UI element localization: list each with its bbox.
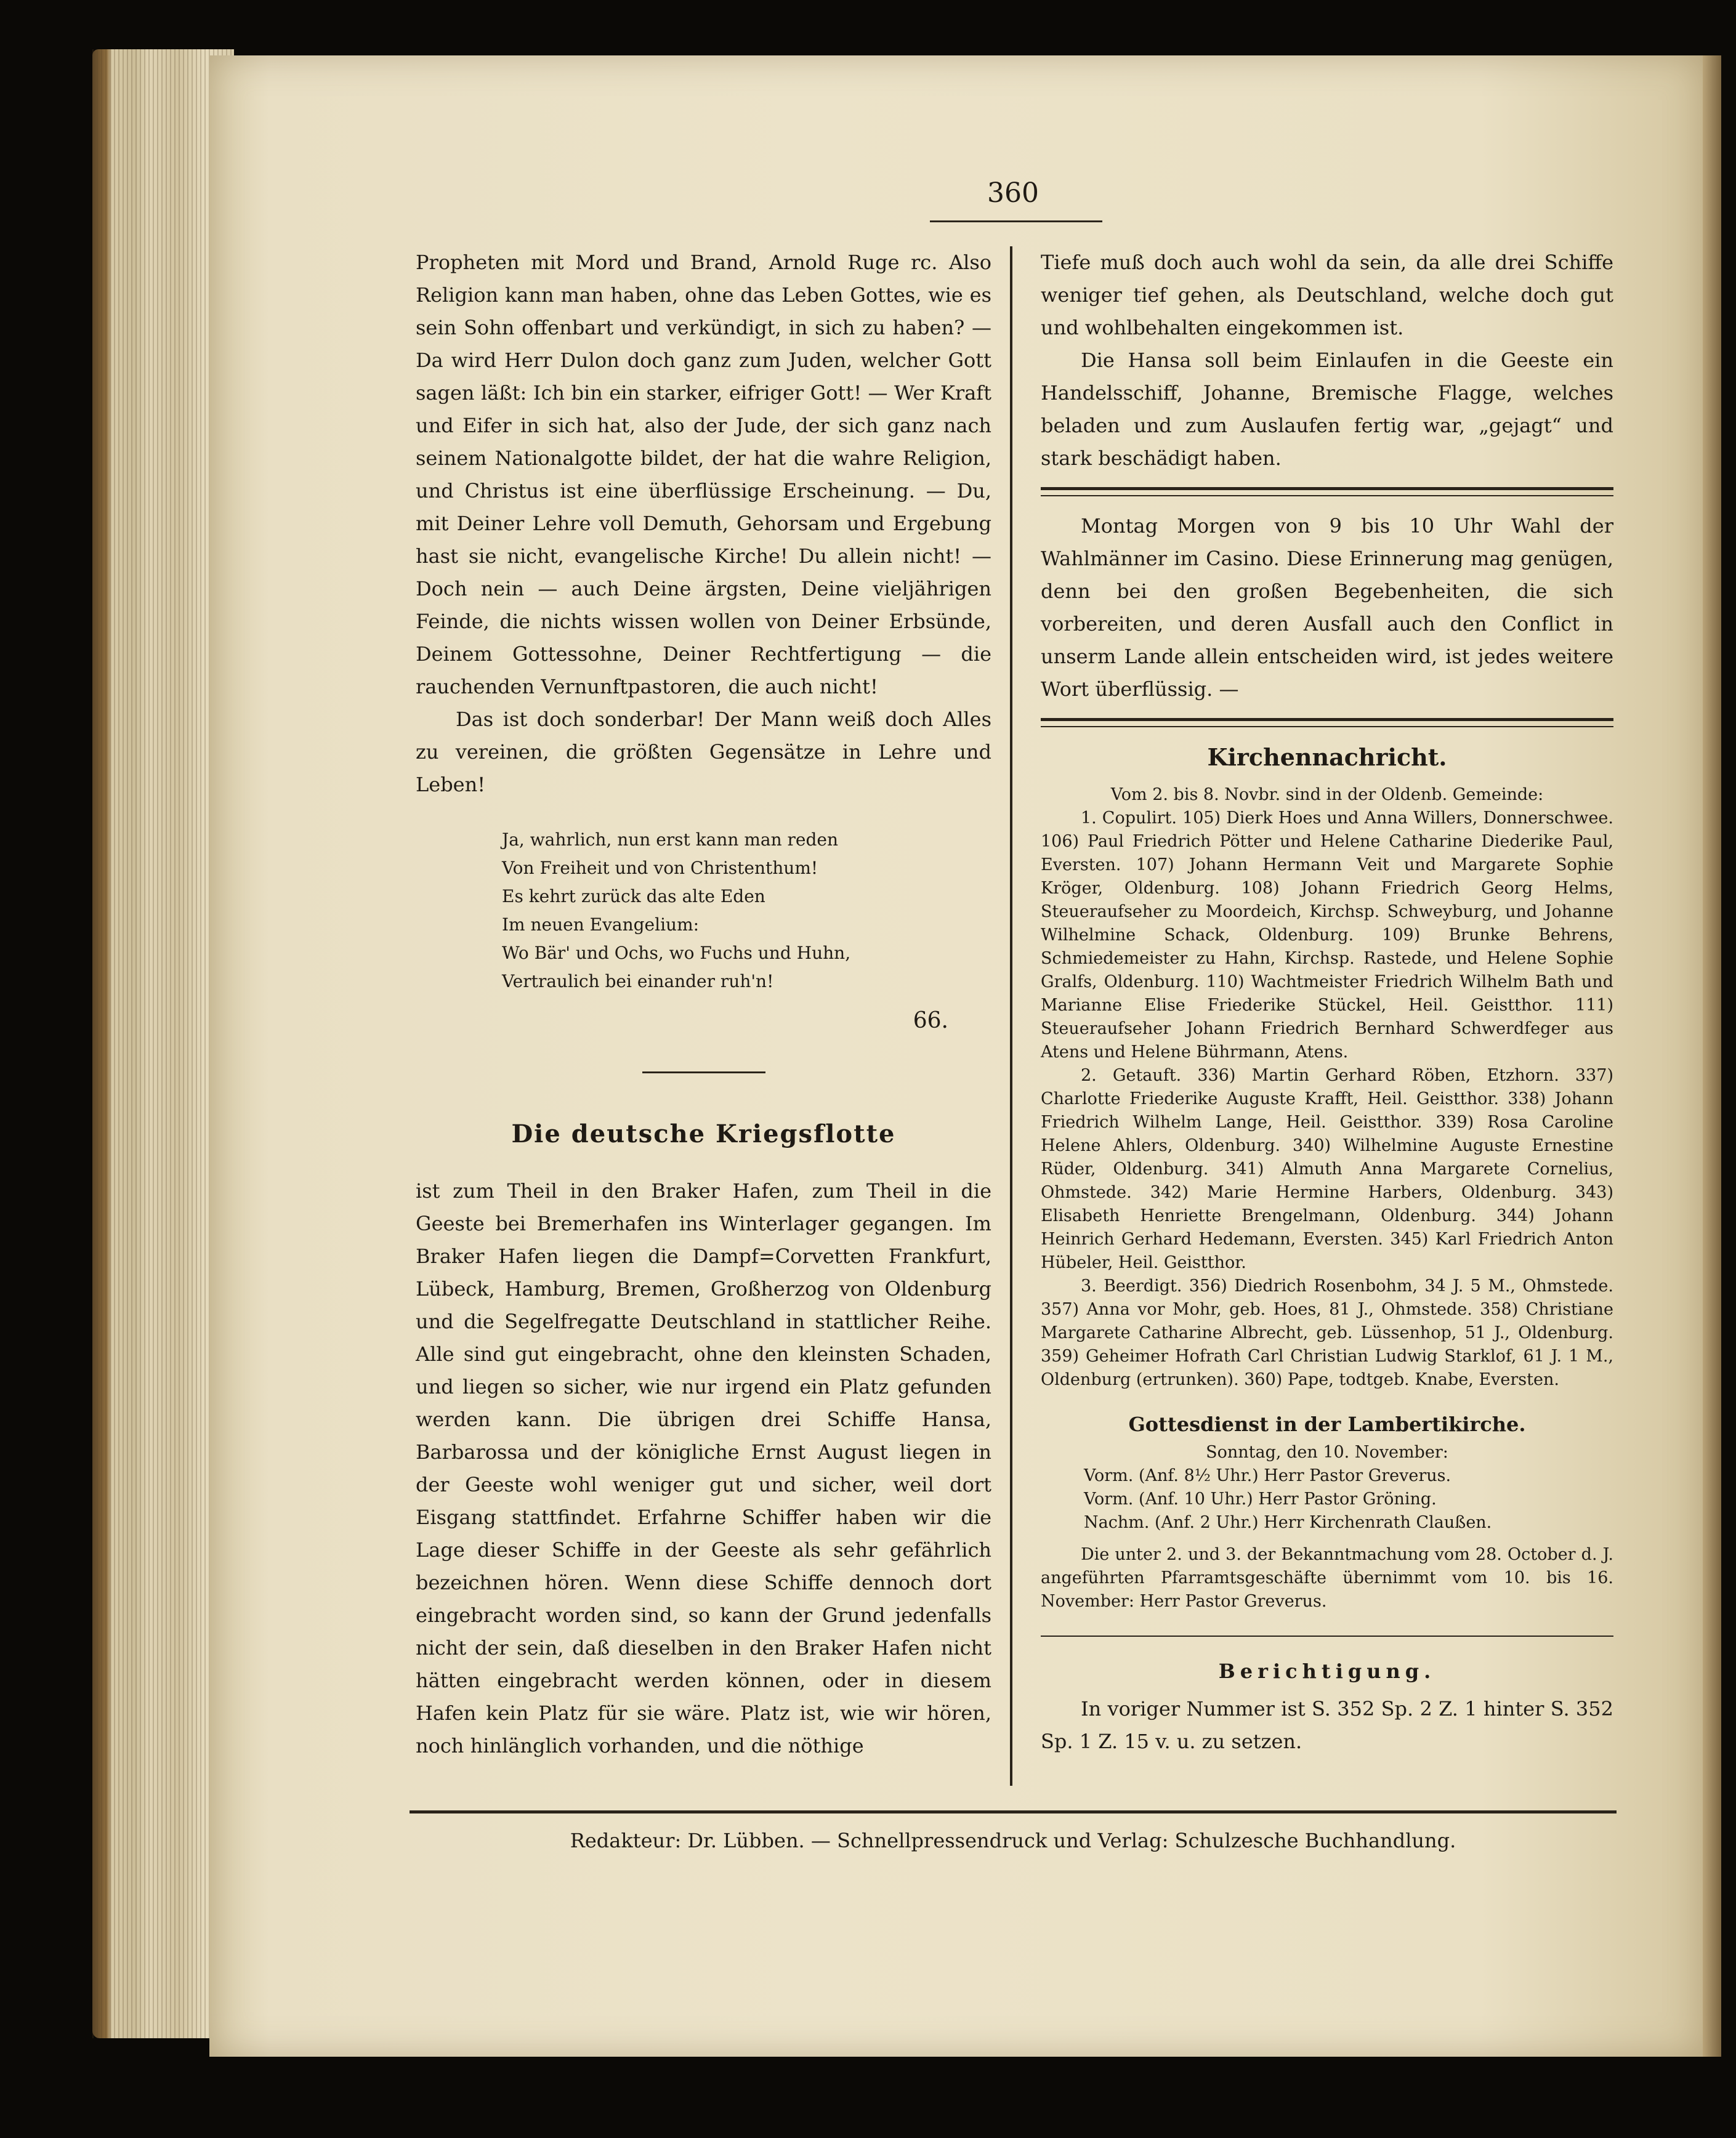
footer-rule bbox=[410, 1810, 1617, 1813]
marriages-list: 1. Copulirt. 105) Dierk Hoes und Anna Willers, Donnerschwee. 106) Paul Friedrich Pötter und Helene Catharine Diederike Paul, Eversten. 107) Johann Hermann Veit und Margarete Sophie Kröger, Oldenburg. 108) Johann Friedrich Georg Helms, Steueraufseher zu Moordeich, Kirchsp. Schweyburg, und Johanne Wilhelmine Schack, Oldenburg. 109) Brunke Behrens, Schmiedemeister zu Hahn, Kirchsp. Rastede, und Helene Sophie Gralfs, Oldenburg. 110) Wachtmeister Friedrich Wilhelm Bath und Marianne Elise Friederike Stückel, Heil. Geistthor. 111) Steueraufseher Johann Friedrich Bernhard Schwerdfeger aus Atens und Helene Bührmann, Atens. bbox=[1041, 809, 1613, 1062]
service-title: Gottesdienst in der Lambertikirche. bbox=[1128, 1413, 1526, 1436]
correction-title: Berichtigung. bbox=[1218, 1660, 1436, 1683]
imprint-footer: Redakteur: Dr. Lübben. — Schnellpressendruck und Verlag: Schulzesche Buchhandlung. bbox=[570, 1829, 1456, 1852]
service-note: Die unter 2. und 3. der Bekanntmachung vom 28. October d. J. angeführten Pfarramtsgeschäfte übernimmt vom 10. bis 16. November: Herr Pastor Greverus. bbox=[1041, 1545, 1613, 1611]
service-line: Nachm. (Anf. 2 Uhr.) Herr Kirchenrath Claußen. bbox=[1084, 1513, 1492, 1532]
poem-line: Ja, wahrlich, nun erst kann man reden bbox=[502, 829, 838, 850]
left-paragraph-1: Propheten mit Mord und Brand, Arnold Ruge rc. Also Religion kann man haben, ohne das Leben Gottes, wie es sein Sohn offenbart und verkündigt, in sich zu haben? — Da wird Herr Dulon doch ganz zum Juden, welcher Gott sagen läßt: Ich bin ein starker, eifriger Gott! — Wer Kraft und Eifer in sich hat, also der Jude, der sich ganz nach seinem Nationalgotte bildet, der hat die wahre Religion, und Christus ist eine überflüssige Erscheinung. — Du, mit Deiner Lehre voll Demuth, Gehorsam und Ergebung hast sie nicht, evangelische Kirche! Du allein nicht! — Doch nein — auch Deine ärgsten, Deine vieljährigen Feinde, die nichts wissen wollen von Deiner Erbsünde, Deinem Gottessohne, Deiner Rechtfertigung — die rauchenden Vernunftpastoren, die auch nicht! bbox=[416, 251, 991, 698]
church-news-title: Kirchennachricht. bbox=[1207, 743, 1447, 771]
article-title: Die deutsche Kriegsflotte bbox=[511, 1119, 896, 1148]
election-note: Montag Morgen von 9 bis 10 Uhr Wahl der Wahlmänner im Casino. Diese Erinnerung mag genügen, denn bei den großen Begebenheiten, die sich vorbereiten, und deren Ausfall auch den Conflict in unserm Lande allein entscheiden wird, ist jedes weitere Wort überflüssig. — bbox=[1041, 514, 1613, 701]
poem-line: Wo Bär' und Ochs, wo Fuchs und Huhn, bbox=[502, 943, 851, 963]
book-right-edge bbox=[1703, 55, 1721, 2057]
correction-text: In voriger Nummer ist S. 352 Sp. 2 Z. 1 hinter S. 352 Sp. 1 Z. 15 v. u. zu setzen. bbox=[1041, 1697, 1613, 1753]
section-divider bbox=[1041, 1636, 1613, 1637]
baptisms-list: 2. Getauft. 336) Martin Gerhard Röben, Etzhorn. 337) Charlotte Friederike Auguste Krafft, Heil. Geistthor. 338) Johann Friedrich Wilhelm Lange, Heil. Geistthor. 339) Rosa Caroline Helene Ahlers, Oldenburg. 340) Wilhelmine Auguste Ernestine Rüder, Oldenburg. 341) Almuth Anna Margarete Cornelius, Ohmstede. 342) Marie Hermine Harbers, Oldenburg. 343) Elisabeth Henriette Brengelmann, Oldenburg. 344) Johann Heinrich Gerhard Hedemann, Eversten. 345) Karl Friedrich Anton Hübeler, Heil. Geistthor. bbox=[1041, 1066, 1613, 1272]
section-divider bbox=[1041, 487, 1613, 496]
poem bbox=[502, 826, 991, 996]
left-column bbox=[416, 246, 991, 1762]
poem-line: Vertraulich bei einander ruh'n! bbox=[502, 971, 774, 991]
article-body: ist zum Theil in den Braker Hafen, zum Theil in die Geeste bei Bremerhafen ins Winterlager gegangen. Im Braker Hafen liegen die Dampf=Corvetten Frankfurt, Lübeck, Hamburg, Bremen, Großherzog von Oldenburg und die Segelfregatte Deutschland in stattlicher Reihe. Alle sind gut eingebracht, ohne den kleinsten Schaden, und liegen so sicher, wie nur irgend ein Platz gefunden werden kann. Die übrigen drei Schiffe Hansa, Barbarossa und der königliche Ernst August liegen in der Geeste wohl weniger gut und sicher, weil dort Eisgang stattfindet. Erfahrne Schiffer haben wir die Lage dieser Schiffe in der Geeste als sehr gefährlich bezeichnen hören. Wenn diese Schiffe dennoch dort eingebracht worden sind, so kann der Grund jedenfalls nicht der sein, daß dieselben in den Braker Hafen nicht hätten eingebracht werden können, oder in diesem Hafen kein Platz für sie wäre. Platz ist, wie wir hören, noch hinlänglich vorhanden, und die nöthige bbox=[416, 1179, 991, 1757]
poem-line: Es kehrt zurück das alte Eden bbox=[502, 886, 765, 906]
section-divider bbox=[642, 1071, 765, 1073]
column-divider bbox=[1010, 246, 1012, 1786]
church-news-intro: Vom 2. bis 8. Novbr. sind in der Oldenb. Gemeinde: bbox=[1110, 785, 1544, 804]
page-number: 360 bbox=[987, 177, 1039, 209]
right-column bbox=[1041, 246, 1613, 1758]
author-signature: 66. bbox=[913, 1008, 948, 1033]
article-continuation: Tiefe muß doch auch wohl da sein, da alle drei Schiffe weniger tief gehen, als Deutschland, welche doch gut und wohlbehalten eingekommen ist. bbox=[1041, 251, 1613, 339]
poem-line: Im neuen Evangelium: bbox=[502, 914, 700, 935]
hansa-note: Die Hansa soll beim Einlaufen in die Geeste ein Handelsschiff, Johanne, Bremische Flagge, welches beladen und zum Auslaufen fertig war, „gejagt“ und stark beschädigt haben. bbox=[1041, 349, 1613, 470]
church-news bbox=[1041, 783, 1613, 1613]
poem-line: Von Freiheit und von Christenthum! bbox=[502, 858, 818, 878]
page-number-rule bbox=[930, 220, 1102, 222]
service-schedule bbox=[1084, 1464, 1613, 1535]
left-paragraph-2: Das ist doch sonderbar! Der Mann weiß doch Alles zu vereinen, die größten Gegensätze in Lehre und Leben! bbox=[416, 708, 991, 796]
section-divider bbox=[1041, 718, 1613, 727]
service-line: Vorm. (Anf. 8½ Uhr.) Herr Pastor Greverus. bbox=[1084, 1466, 1451, 1485]
service-date: Sonntag, den 10. November: bbox=[1206, 1443, 1448, 1462]
service-line: Vorm. (Anf. 10 Uhr.) Herr Pastor Gröning. bbox=[1084, 1490, 1437, 1509]
burials-list: 3. Beerdigt. 356) Diedrich Rosenbohm, 34 J. 5 M., Ohmstede. 357) Anna vor Mohr, geb. Hoes, 81 J., Ohmstede. 358) Christiane Margarete Catharine Albrecht, geb. Lüssenhop, 51 J., Oldenburg. 359) Geheimer Hofrath Carl Christian Ludwig Starklof, 61 J. 1 M., Oldenburg (ertrunken). 360) Pape, todtgeb. Knabe, Eversten. bbox=[1041, 1277, 1613, 1389]
